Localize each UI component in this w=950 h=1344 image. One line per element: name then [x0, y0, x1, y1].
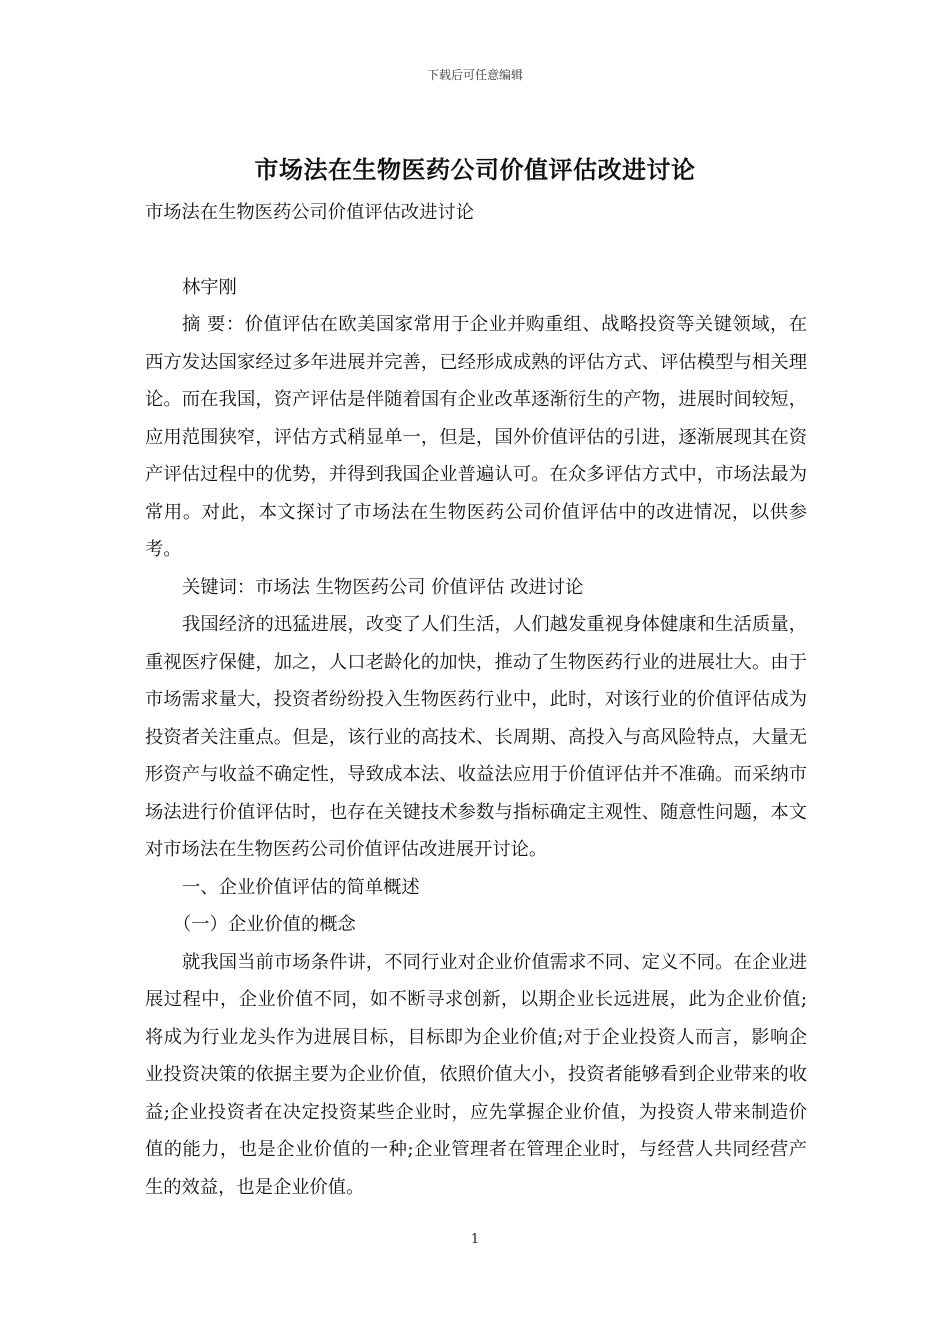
- blank-line: [145, 232, 807, 269]
- author-name: 林宇刚: [182, 276, 237, 298]
- abstract-paragraph: 摘 要：价值评估在欧美国家常用于企业并购重组、战略投资等关键领域，在西方发达国家经过多年进展并完善，已经形成成熟的评估方式、评估模型与相关理论。而在我国，资产评估是伴随着国有企业改革逐渐衍生的产物，进展时间较短，应用范围狭窄，评估方式稍显单一，但是，国外价值评估的引进，逐渐展现其在资产评估过程中的优势，并得到我国企业普遍认可。在众多评估方式中，市场法最为常用。对此，本文探讨了市场法在生物医药公司价值评估中的改进情况，以供参考。: [145, 314, 807, 560]
- document-subtitle: 市场法在生物医药公司价值评估改进讨论: [145, 202, 475, 223]
- header-note: 下载后可任意编辑: [426, 68, 523, 82]
- document-title: 市场法在生物医药公司价值评估改进讨论: [254, 155, 696, 184]
- section-heading: 一、企业价值评估的简单概述: [182, 876, 420, 898]
- keywords-line: 关键词：市场法 生物医药公司 价值评估 改进讨论: [182, 576, 584, 598]
- intro-paragraph: 我国经济的迅猛进展，改变了人们生活，人们越发重视身体健康和生活质量，重视医疗保健，加之，人口老龄化的加快，推动了生物医药行业的进展壮大。由于市场需求量大，投资者纷纷投入生物医药行业中，此时，对该行业的价值评估成为投资者关注重点。但是，该行业的高技术、长周期、高投入与高风险特点，大量无形资产与收益不确定性，导致成本法、收益法应用于价值评估并不准确。而采纳市场法进行价值评估时，也存在关键技术参数与指标确定主观性、随意性问题，本文对市场法在生物医药公司价值评估改进展开讨论。: [145, 614, 807, 860]
- subsection-heading: （一）企业价值的概念: [173, 914, 356, 935]
- page-number: 1: [470, 1232, 480, 1247]
- document-body: [145, 194, 807, 1206]
- body-paragraph: 就我国当前市场条件讲，不同行业对企业价值需求不同、定义不同。在企业进展过程中，企业价值不同，如不断寻求创新，以期企业长远进展，此为企业价值;将成为行业龙头作为进展目标，目标即为企业价值;对于企业投资人而言，影响企业投资决策的依据主要为企业价值，依照价值大小，投资者能够看到企业带来的收益;企业投资者在决定投资某些企业时，应先掌握企业价值，为投资人带来制造价值的能力，也是企业价值的一种;企业管理者在管理企业时，与经营人共同经营产生的效益，也是企业价值。: [145, 951, 807, 1198]
